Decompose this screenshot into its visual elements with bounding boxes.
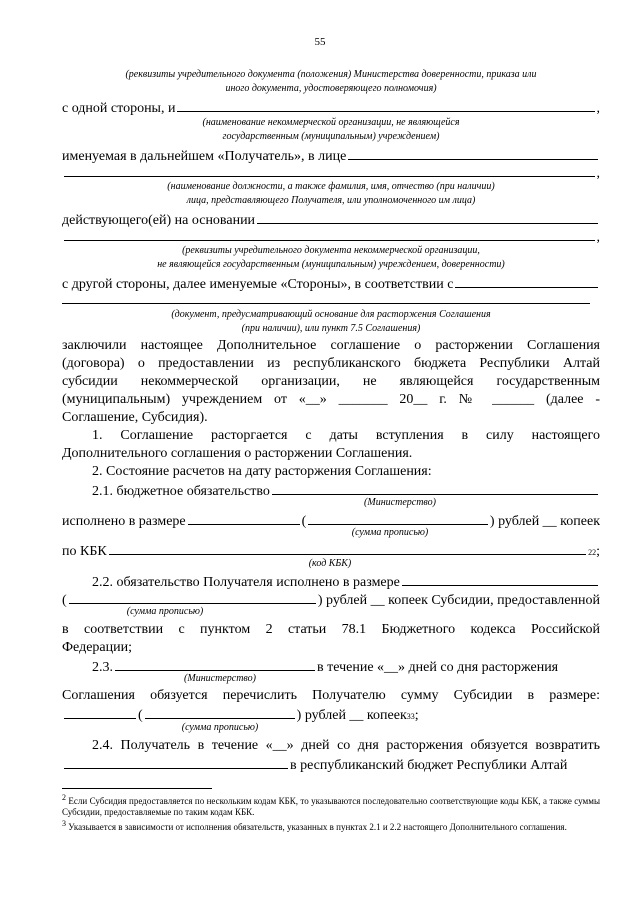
blank-amount-words-c[interactable] — [145, 705, 295, 719]
blank-amount-b[interactable] — [402, 572, 598, 586]
line-executed: исполнено в размере ( ) рублей __ копеек — [62, 511, 600, 530]
line-2-3: 2.3. в течение «__» дней со дня расторжения — [92, 657, 600, 676]
caption-charter-1: (реквизиты учредительного документа некоммерческой организации, — [182, 245, 480, 256]
line-to-budget: в республиканский бюджет Республики Алтай — [62, 755, 600, 774]
caption-kbk: (код КБК) — [308, 558, 352, 569]
caption-organization-1: (наименование некоммерческой организации, не являющейся — [202, 117, 460, 128]
blank-ministry-b[interactable] — [115, 657, 315, 671]
line-2-4: 2.4. Получатель в течение «__» дней со дня расторжения обязуется возвратить — [92, 738, 600, 753]
blank-amount-a[interactable] — [188, 511, 300, 525]
para-2: 2. Состояние расчетов на дату расторжения Соглашения: — [92, 464, 432, 479]
caption-sum-words-b: (сумма прописью) — [126, 606, 204, 617]
caption-position-1: (наименование должности, а также фамилия, имя, отчество (при наличии) — [167, 181, 495, 192]
line-2-2: 2.2. обязательство Получателя исполнено в размере — [92, 572, 600, 591]
page-number: 55 — [314, 36, 326, 48]
blank-basis[interactable] — [257, 210, 598, 224]
blank-organization[interactable] — [177, 98, 594, 112]
para-1-line-1: 1. Соглашение расторгается с даты вступления в силу настоящего — [92, 428, 600, 443]
footnote-2: 2 Если Субсидия предоставляется по нескольким кодам КБК, то указываются последовательно соответствующие коды КБК, а также суммы Субсидии, предоставляемые по таким кодам КБК. — [62, 793, 600, 817]
blank-representative[interactable] — [64, 163, 595, 177]
para-concluded-3: субсидии некоммерческой организации, не являющейся государственным — [62, 374, 600, 389]
blank-amount-words-b[interactable] — [69, 590, 316, 604]
line-other-side — [62, 274, 600, 293]
blank-amount-words-a[interactable] — [308, 511, 488, 525]
caption-ministry-b: (Министерство) — [184, 673, 256, 684]
footnote-3: 3 Указывается в зависимости от исполнения обязательств, указанных в пунктах 2.1 и 2.2 настоящего Дополнительного соглашения. — [62, 819, 567, 832]
blank-accordance[interactable] — [455, 274, 598, 288]
text-acting: действующего(ей) на основании — [62, 213, 256, 228]
para-concluded-1: заключили настоящее Дополнительное соглашение о расторжении Соглашения — [62, 338, 600, 353]
caption-sum-words-a: (сумма прописью) — [351, 527, 429, 538]
text-comma: , — [596, 230, 600, 245]
caption-charter-2: не являющейся государственным (муниципальным) учреждением, доверенности) — [157, 259, 505, 270]
line-kbk: по КБК 22 ; — [62, 541, 600, 560]
text-other-side: с другой стороны, далее именуемые «Стороны», в соответствии с — [62, 277, 454, 292]
para-1-line-2: Дополнительного соглашения о расторжении Соглашения. — [62, 446, 413, 461]
caption-sum-words-c: (сумма прописью) — [181, 722, 259, 733]
caption-ministry-docs-1: (реквизиты учредительного документа (положения) Министерства доверенности, приказа или — [125, 69, 537, 80]
caption-ministry-docs-2: иного документа, удостоверяющего полномочия) — [225, 83, 437, 94]
line-rub-kop-subsidy: ( ) рублей __ копеек Субсидии, предоставленной — [62, 590, 600, 609]
blank-kbk[interactable] — [109, 541, 586, 555]
para-accord-2: Федерации; — [62, 640, 133, 655]
line-one-side — [62, 98, 600, 117]
text-comma: , — [596, 166, 600, 181]
caption-ministry-a: (Министерство) — [364, 497, 436, 508]
text-one-side: с одной стороны, и — [62, 101, 176, 116]
blank-amount-c[interactable] — [64, 705, 136, 719]
para-concluded-4: (муниципальным) учреждением от «__» _______ 20__ г. № ______ (далее - — [62, 392, 600, 407]
caption-organization-2: государственным (муниципальным) учреждением) — [222, 131, 440, 142]
blank-ministry-a[interactable] — [272, 481, 598, 495]
caption-position-2: лица, представляющего Получателя, или уполномоченного им лица) — [186, 195, 476, 206]
footnote-separator — [62, 788, 212, 789]
para-obliges: Соглашения обязуется перечислить Получателю сумму Субсидии в размере: — [62, 688, 600, 703]
caption-termination-doc-1: (документ, предусматривающий основание для расторжения Соглашения — [171, 309, 491, 320]
para-concluded-2: (договора) о предоставлении из республиканского бюджета Республики Алтай — [62, 356, 600, 371]
text-hereinafter: именуемая в дальнейшем «Получатель», в лице — [62, 149, 347, 164]
text-comma: , — [596, 101, 600, 116]
line-2-1: 2.1. бюджетное обязательство — [92, 481, 600, 500]
line-rub-kop-2: ( ) рублей __ копеек 33 ; — [62, 705, 600, 724]
caption-termination-doc-2: (при наличии), или пункт 7.5 Соглашения) — [241, 323, 421, 334]
blank-basis-cont[interactable] — [64, 227, 595, 241]
blank-represented-by[interactable] — [348, 146, 598, 160]
blank-accordance-cont[interactable] — [62, 303, 590, 304]
para-concluded-5: Соглашение, Субсидия). — [62, 410, 208, 425]
blank-return-amount[interactable] — [64, 755, 288, 769]
para-accord-1: в соответствии с пунктом 2 статьи 78.1 Бюджетного кодекса Российской — [62, 622, 600, 637]
